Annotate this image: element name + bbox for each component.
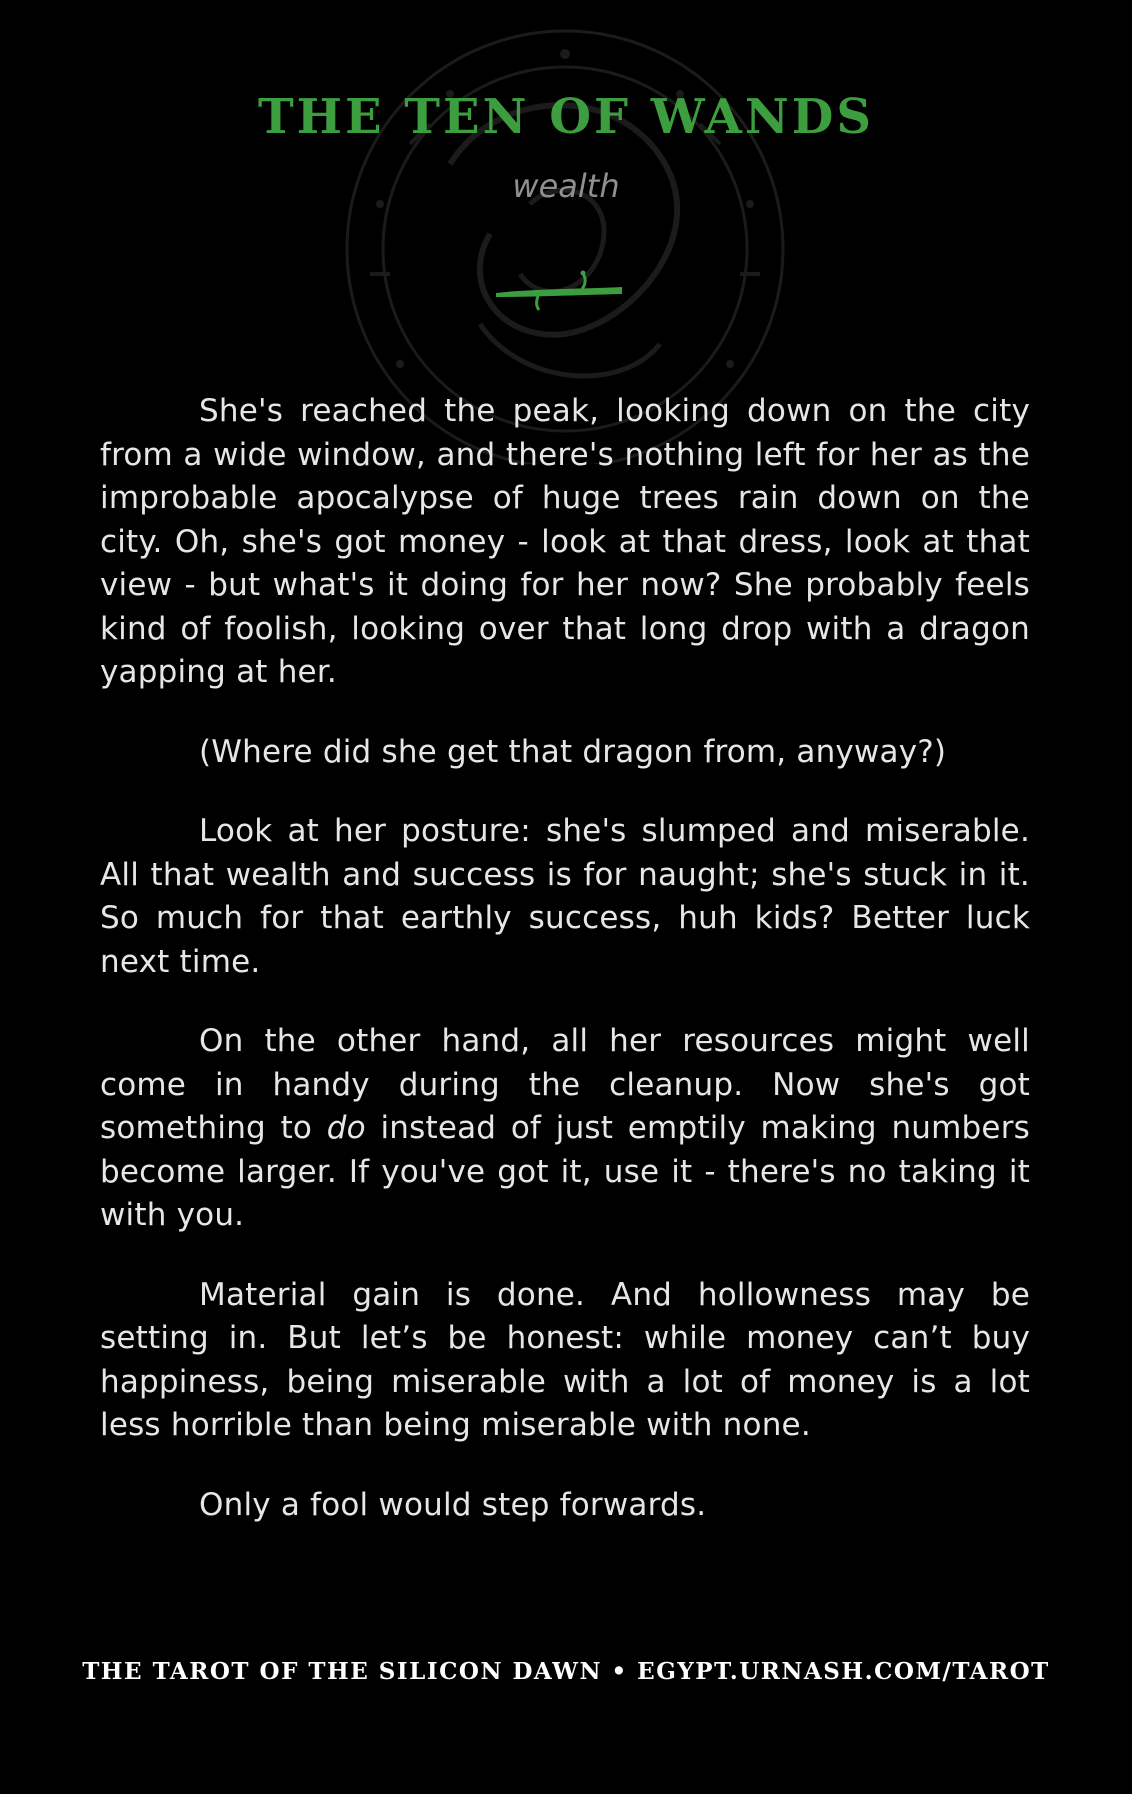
paragraph-2 bbox=[100, 731, 1030, 775]
paragraph-4-text-after: instead of just emptily making numbers become larger. If you've got it, use it - there's no taking it with you. bbox=[100, 1110, 1030, 1233]
wand-glyph-icon bbox=[490, 268, 630, 312]
paragraph-1 bbox=[100, 390, 1030, 695]
page-footer: THE TAROT OF THE SILICON DAWN • EGYPT.URNASH.COM/TAROT bbox=[82, 1658, 1050, 1685]
paragraph-2-text: (Where did she get that dragon from, anyway?) bbox=[199, 733, 947, 770]
paragraph-6-text: Only a fool would step forwards. bbox=[199, 1486, 707, 1523]
paragraph-4 bbox=[100, 1020, 1030, 1238]
paragraph-1-text: She's reached the peak, looking down on the city from a wide window, and there's nothing left for her as the improbable apocalypse of huge trees rain down on the city. Oh, she's got money - look at that dress, look at that view - but what's it doing for her now? She probably feels kind of foolish, looking over that long drop with a dragon yapping at her. bbox=[100, 393, 1030, 690]
paragraph-4-text-before: On the other hand, all her resources might well come in handy during the cleanup. Now she's got something to bbox=[100, 1023, 1030, 1146]
card-title: THE TEN OF WANDS bbox=[257, 89, 875, 145]
paragraph-3-text: Look at her posture: she's slumped and miserable. All that wealth and success is for naught; she's stuck in it. So much for that earthly success, huh kids? Better luck next time. bbox=[100, 813, 1030, 980]
card-description bbox=[100, 390, 1030, 1563]
paragraph-4-emphasis: do bbox=[326, 1110, 366, 1146]
paragraph-3 bbox=[100, 810, 1030, 984]
paragraph-6 bbox=[100, 1484, 1030, 1528]
paragraph-5-text: Material gain is done. And hollowness may be setting in. But let’s be honest: while money can’t buy happiness, being miserable with a lot of money is a lot less horrible than being miserable with none. bbox=[100, 1276, 1030, 1443]
card-subtitle: wealth bbox=[512, 167, 620, 205]
paragraph-5 bbox=[100, 1274, 1030, 1448]
